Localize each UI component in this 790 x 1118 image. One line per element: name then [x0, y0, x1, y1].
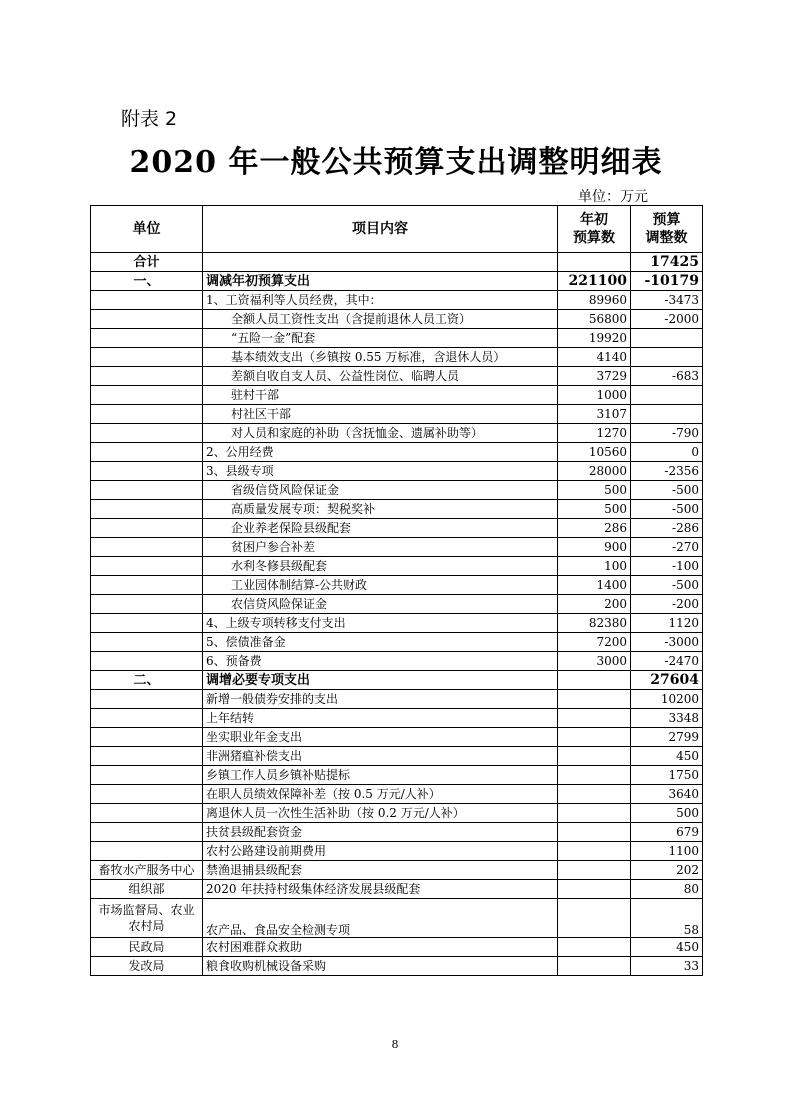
- cell-unit: 发改局: [91, 957, 203, 976]
- cell-adjust: [631, 329, 703, 348]
- cell-budget: [558, 690, 631, 709]
- cell-adjust: 80: [631, 880, 703, 899]
- cell-unit: 合计: [91, 253, 203, 272]
- cell-budget: 19920: [558, 329, 631, 348]
- cell-adjust: 500: [631, 804, 703, 823]
- cell-budget: 3729: [558, 367, 631, 386]
- cell-item: 农产品、食品安全检测专项: [203, 899, 558, 938]
- table-row: [91, 880, 703, 899]
- cell-adjust: 2799: [631, 728, 703, 747]
- unit-label: 单位：万元: [578, 189, 648, 205]
- table-row: [91, 633, 703, 652]
- cell-adjust: 1750: [631, 766, 703, 785]
- cell-adjust: 10200: [631, 690, 703, 709]
- cell-adjust: -2470: [631, 652, 703, 671]
- cell-adjust: [631, 386, 703, 405]
- cell-adjust: -270: [631, 538, 703, 557]
- cell-item: 贫困户参合补差: [203, 538, 558, 557]
- cell-unit: [91, 576, 203, 595]
- table-row: [91, 519, 703, 538]
- cell-adjust: [631, 405, 703, 424]
- cell-unit: [91, 823, 203, 842]
- cell-adjust: 27604: [631, 671, 703, 690]
- cell-adjust: -790: [631, 424, 703, 443]
- cell-adjust: -500: [631, 576, 703, 595]
- cell-item: 扶贫县级配套资金: [203, 823, 558, 842]
- table-row: [91, 614, 703, 633]
- cell-budget: 500: [558, 500, 631, 519]
- cell-item: 村社区干部: [203, 405, 558, 424]
- table-row: [91, 367, 703, 386]
- cell-unit: [91, 747, 203, 766]
- table-row: [91, 766, 703, 785]
- table-row: [91, 899, 703, 938]
- cell-unit: [91, 728, 203, 747]
- cell-unit: [91, 310, 203, 329]
- table-row: [91, 272, 703, 291]
- cell-item: 乡镇工作人员乡镇补贴提标: [203, 766, 558, 785]
- cell-unit: [91, 633, 203, 652]
- cell-unit: [91, 557, 203, 576]
- page-number: 8: [391, 1038, 399, 1051]
- table-row: [91, 747, 703, 766]
- cell-budget: 200: [558, 595, 631, 614]
- cell-budget: 4140: [558, 348, 631, 367]
- header-budget-line1: 年初: [580, 212, 608, 228]
- table-header-row: [91, 206, 703, 253]
- cell-item: 驻村干部: [203, 386, 558, 405]
- cell-item: 3、县级专项: [203, 462, 558, 481]
- cell-adjust: -100: [631, 557, 703, 576]
- cell-adjust: 202: [631, 861, 703, 880]
- cell-budget: 221100: [558, 272, 631, 291]
- page-title: 2020 年一般公共预算支出调整明细表: [129, 145, 663, 180]
- cell-unit: [91, 709, 203, 728]
- cell-adjust: 1120: [631, 614, 703, 633]
- cell-adjust: -683: [631, 367, 703, 386]
- cell-budget: 500: [558, 481, 631, 500]
- cell-unit: 二、: [91, 671, 203, 690]
- table-row: [91, 842, 703, 861]
- cell-adjust: 33: [631, 957, 703, 976]
- cell-budget: [558, 899, 631, 938]
- cell-item: 上年结转: [203, 709, 558, 728]
- cell-item: 差额自收自支人员、公益性岗位、临聘人员: [203, 367, 558, 386]
- cell-budget: [558, 861, 631, 880]
- table-row: [91, 329, 703, 348]
- cell-item: 对人员和家庭的补助（含抚恤金、遗属补助等）: [203, 424, 558, 443]
- cell-budget: 1270: [558, 424, 631, 443]
- table-row: [91, 938, 703, 957]
- cell-unit: 民政局: [91, 938, 203, 957]
- cell-item: 坐实职业年金支出: [203, 728, 558, 747]
- header-adjust: [631, 206, 703, 253]
- cell-adjust: -286: [631, 519, 703, 538]
- cell-unit: [91, 367, 203, 386]
- cell-unit: [91, 329, 203, 348]
- cell-budget: [558, 823, 631, 842]
- cell-item: 粮食收购机械设备采购: [203, 957, 558, 976]
- cell-unit: [91, 291, 203, 310]
- table-row: [91, 310, 703, 329]
- cell-adjust: -500: [631, 500, 703, 519]
- cell-unit: [91, 804, 203, 823]
- cell-item: 省级信贷风险保证金: [203, 481, 558, 500]
- table-row: [91, 957, 703, 976]
- cell-budget: 28000: [558, 462, 631, 481]
- cell-adjust: 3640: [631, 785, 703, 804]
- cell-budget: [558, 747, 631, 766]
- cell-item: 非洲猪瘟补偿支出: [203, 747, 558, 766]
- header-adjust-line1: 预算: [652, 212, 681, 228]
- cell-item: 农村公路建设前期费用: [203, 842, 558, 861]
- cell-unit: [91, 538, 203, 557]
- cell-adjust: -3000: [631, 633, 703, 652]
- cell-item: “五险一金”配套: [203, 329, 558, 348]
- cell-unit: [91, 519, 203, 538]
- cell-budget: 1400: [558, 576, 631, 595]
- appendix-label: 附表 2: [121, 108, 178, 130]
- cell-adjust: 679: [631, 823, 703, 842]
- cell-adjust: 0: [631, 443, 703, 462]
- table-row: [91, 804, 703, 823]
- cell-adjust: -2356: [631, 462, 703, 481]
- cell-unit: [91, 481, 203, 500]
- cell-item: 调减年初预算支出: [203, 272, 558, 291]
- cell-adjust: 58: [631, 899, 703, 938]
- cell-budget: [558, 728, 631, 747]
- cell-budget: [558, 957, 631, 976]
- cell-adjust: 1100: [631, 842, 703, 861]
- cell-unit: [91, 462, 203, 481]
- cell-budget: 89960: [558, 291, 631, 310]
- header-unit: 单位: [91, 206, 203, 253]
- cell-item: 新增一般债券安排的支出: [203, 690, 558, 709]
- header-budget-line2: 预算数: [573, 230, 615, 246]
- cell-unit: 畜牧水产服务中心: [91, 861, 203, 880]
- cell-adjust: -200: [631, 595, 703, 614]
- cell-item: 离退休人员一次性生活补助（按 0.2 万元/人补）: [203, 804, 558, 823]
- table-row: [91, 728, 703, 747]
- cell-item: 6、预备费: [203, 652, 558, 671]
- cell-adjust: -3473: [631, 291, 703, 310]
- table-row: [91, 557, 703, 576]
- table-row: [91, 595, 703, 614]
- cell-budget: 100: [558, 557, 631, 576]
- table-row: [91, 652, 703, 671]
- cell-unit: [91, 785, 203, 804]
- cell-item: 企业养老保险县级配套: [203, 519, 558, 538]
- table-row: [91, 690, 703, 709]
- table-row: [91, 861, 703, 880]
- cell-item: 农信贷风险保证金: [203, 595, 558, 614]
- cell-budget: [558, 785, 631, 804]
- cell-unit: [91, 842, 203, 861]
- cell-adjust: -500: [631, 481, 703, 500]
- cell-budget: 3000: [558, 652, 631, 671]
- cell-item: 5、偿债准备金: [203, 633, 558, 652]
- table-row: [91, 424, 703, 443]
- table-row: [91, 291, 703, 310]
- cell-adjust: 450: [631, 747, 703, 766]
- cell-item: 调增必要专项支出: [203, 671, 558, 690]
- budget-adjustment-table: [90, 205, 703, 976]
- cell-unit: [91, 652, 203, 671]
- cell-unit: [91, 405, 203, 424]
- cell-unit: [91, 348, 203, 367]
- cell-item: 全额人员工资性支出（含提前退休人员工资）: [203, 310, 558, 329]
- cell-budget: [558, 709, 631, 728]
- cell-item: 2020 年扶持村级集体经济发展县级配套: [203, 880, 558, 899]
- cell-unit: [91, 690, 203, 709]
- header-adjust-line2: 调整数: [645, 230, 688, 246]
- cell-item: 工业园体制结算-公共财政: [203, 576, 558, 595]
- cell-budget: 7200: [558, 633, 631, 652]
- cell-adjust: 3348: [631, 709, 703, 728]
- table-row: [91, 386, 703, 405]
- table-row: [91, 576, 703, 595]
- table-row: [91, 253, 703, 272]
- cell-unit: [91, 424, 203, 443]
- cell-item: 禁渔退捕县级配套: [203, 861, 558, 880]
- cell-unit: [91, 614, 203, 633]
- cell-adjust: -2000: [631, 310, 703, 329]
- table-row: [91, 348, 703, 367]
- cell-budget: 1000: [558, 386, 631, 405]
- cell-unit: [91, 595, 203, 614]
- cell-budget: [558, 766, 631, 785]
- cell-budget: [558, 880, 631, 899]
- cell-unit: [91, 386, 203, 405]
- table-row: [91, 481, 703, 500]
- cell-unit: 一、: [91, 272, 203, 291]
- cell-unit: 组织部: [91, 880, 203, 899]
- table-row: [91, 785, 703, 804]
- table-row: [91, 462, 703, 481]
- table-row: [91, 500, 703, 519]
- table-row: [91, 823, 703, 842]
- cell-unit: [91, 766, 203, 785]
- table-row: [91, 443, 703, 462]
- cell-adjust: [631, 348, 703, 367]
- cell-budget: 3107: [558, 405, 631, 424]
- cell-item: 2、公用经费: [203, 443, 558, 462]
- cell-budget: [558, 938, 631, 957]
- cell-adjust: 17425: [631, 253, 703, 272]
- cell-unit: [91, 443, 203, 462]
- cell-item: 4、上级专项转移支付支出: [203, 614, 558, 633]
- cell-budget: 900: [558, 538, 631, 557]
- table-row: [91, 538, 703, 557]
- cell-unit: [91, 500, 203, 519]
- cell-budget: 10560: [558, 443, 631, 462]
- header-item: 项目内容: [203, 206, 558, 253]
- cell-budget: 56800: [558, 310, 631, 329]
- table-row: [91, 405, 703, 424]
- cell-item: 高质量发展专项：契税奖补: [203, 500, 558, 519]
- cell-item: 农村困难群众救助: [203, 938, 558, 957]
- table-row: [91, 671, 703, 690]
- cell-budget: [558, 253, 631, 272]
- cell-budget: 286: [558, 519, 631, 538]
- cell-item: 基本绩效支出（乡镇按 0.55 万标准，含退休人员）: [203, 348, 558, 367]
- cell-item: 在职人员绩效保障补差（按 0.5 万元/人补）: [203, 785, 558, 804]
- cell-budget: 82380: [558, 614, 631, 633]
- header-budget: [558, 206, 631, 253]
- cell-adjust: -10179: [631, 272, 703, 291]
- cell-item: [203, 253, 558, 272]
- cell-item: 1、工资福利等人员经费，其中：: [203, 291, 558, 310]
- cell-budget: [558, 804, 631, 823]
- cell-item: 水利冬修县级配套: [203, 557, 558, 576]
- cell-adjust: 450: [631, 938, 703, 957]
- cell-budget: [558, 671, 631, 690]
- cell-budget: [558, 842, 631, 861]
- cell-unit: 市场监督局、农业农村局: [91, 899, 203, 938]
- table-row: [91, 709, 703, 728]
